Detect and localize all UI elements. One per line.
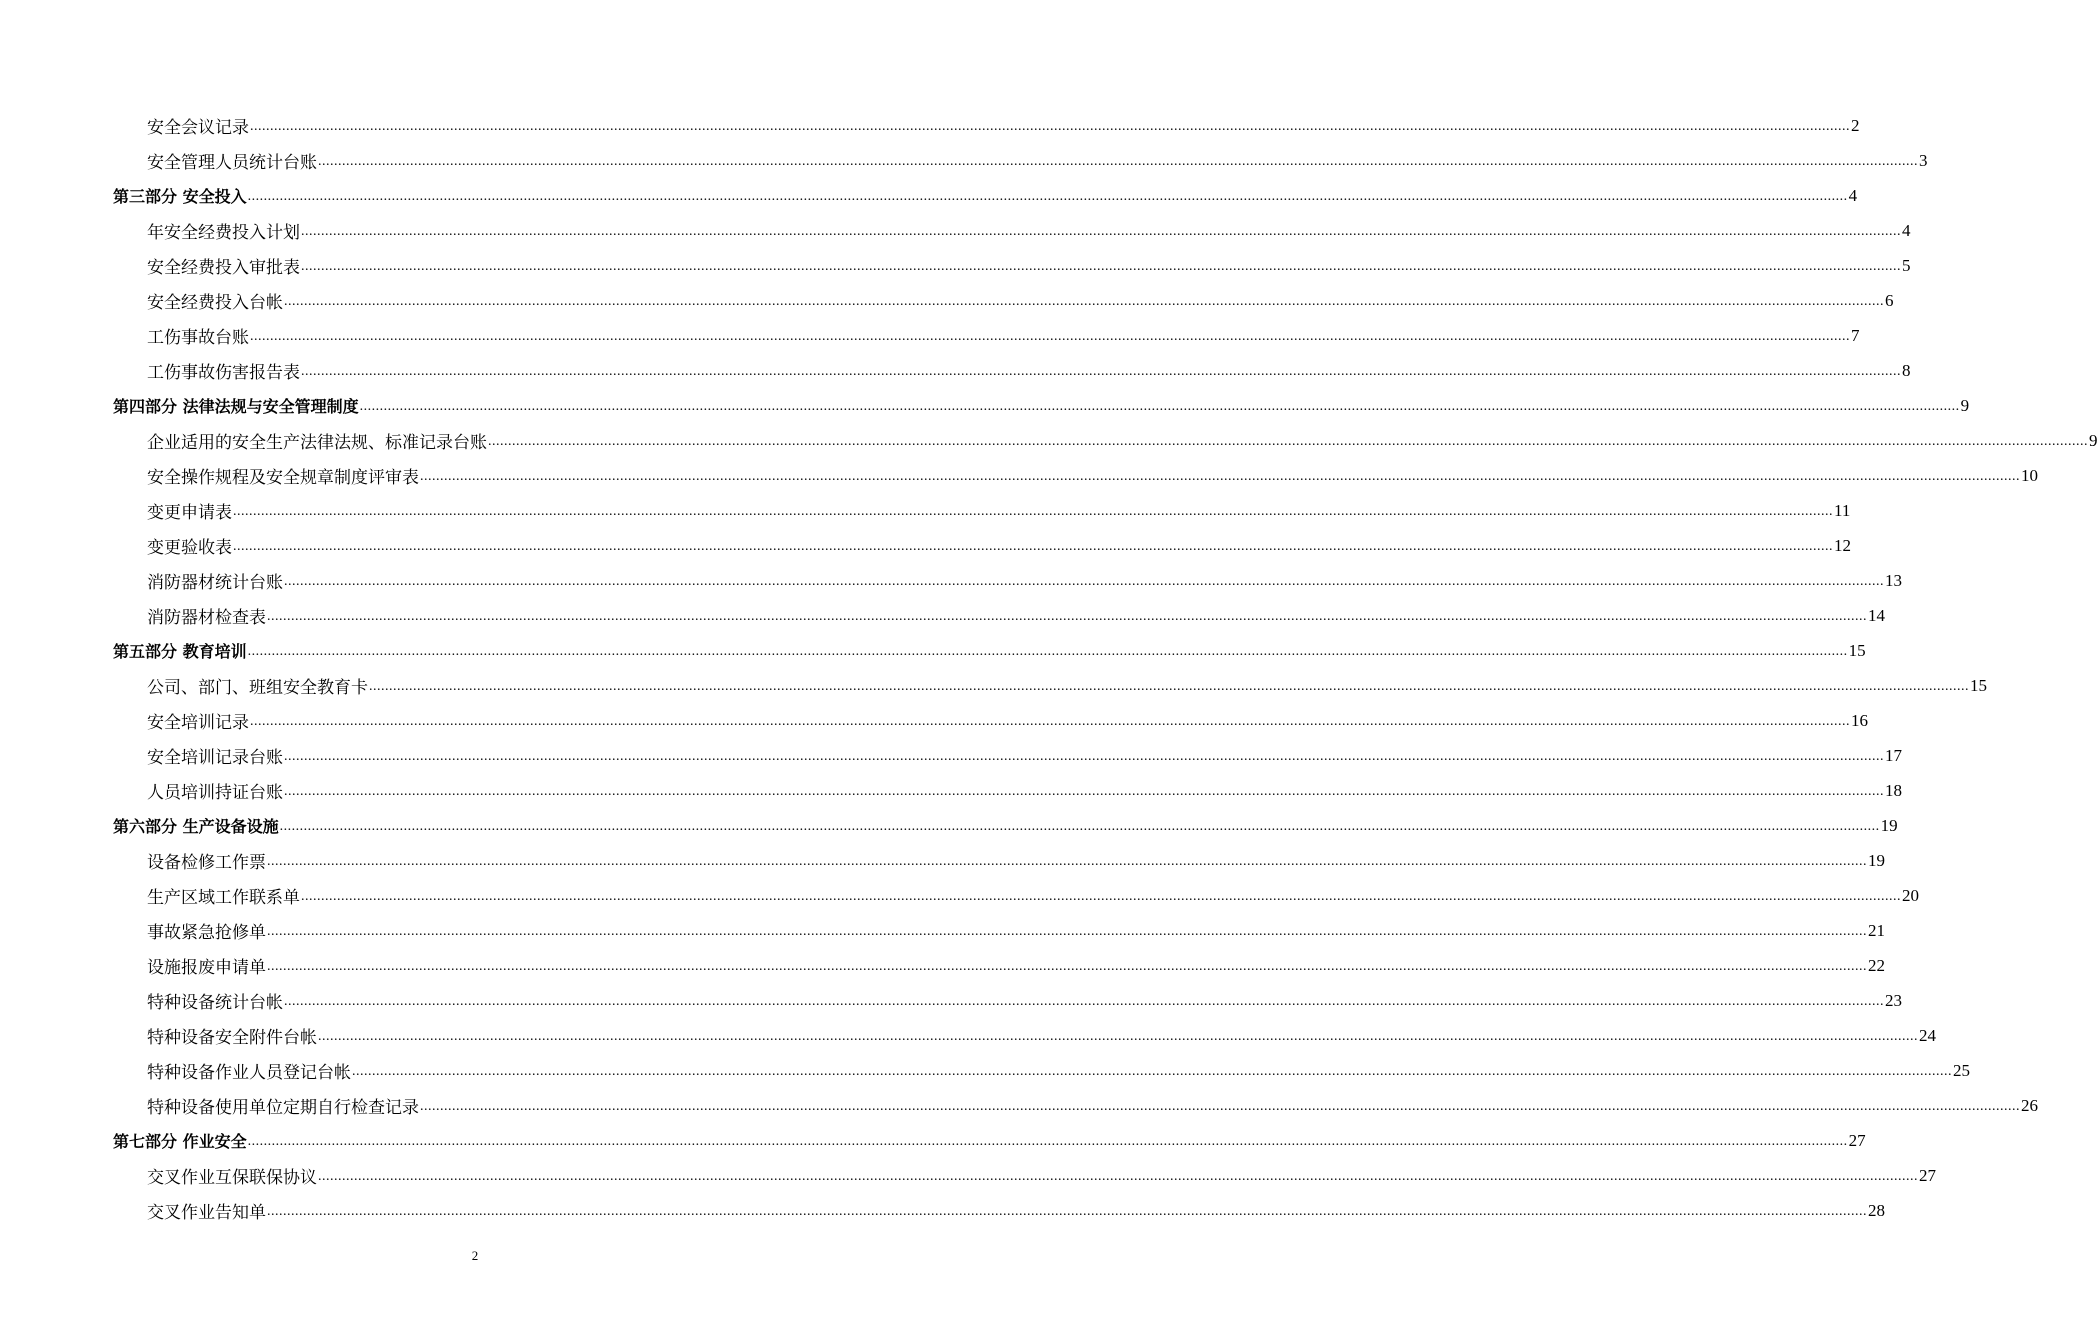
toc-leader-dots: ................................................................................................................................................................................................................................................................................................................................................................................................................ xyxy=(250,119,1850,134)
toc-entry[interactable] xyxy=(0,703,1868,738)
toc-entry[interactable] xyxy=(0,1088,2038,1123)
toc-leader-dots: ................................................................................................................................................................................................................................................................................................................................................................................................................ xyxy=(247,644,1848,659)
toc-entry[interactable] xyxy=(0,493,1851,528)
toc-entry-label: 第五部分 教育培训 xyxy=(113,642,247,661)
toc-leader-dots: ................................................................................................................................................................................................................................................................................................................................................................................................................ xyxy=(284,574,1884,589)
toc-leader-dots: ................................................................................................................................................................................................................................................................................................................................................................................................................ xyxy=(301,224,1901,239)
toc-section-entry[interactable] xyxy=(0,808,1898,843)
toc-section-entry[interactable] xyxy=(0,633,1866,668)
toc-entry-label: 安全操作规程及安全规章制度评审表 xyxy=(147,468,419,488)
toc-entry-page: 17 xyxy=(1885,745,1902,765)
toc-leader-dots: ................................................................................................................................................................................................................................................................................................................................................................................................................ xyxy=(352,1064,1952,1079)
toc-entry-page: 10 xyxy=(2021,465,2038,485)
toc-leader-dots: ................................................................................................................................................................................................................................................................................................................................................................................................................ xyxy=(233,504,1833,519)
toc-entry[interactable] xyxy=(0,1193,1885,1228)
toc-entry-label: 第三部分 安全投入 xyxy=(113,187,247,206)
toc-leader-dots: ................................................................................................................................................................................................................................................................................................................................................................................................................ xyxy=(284,294,1884,309)
toc-entry-label: 工伤事故伤害报告表 xyxy=(147,363,300,383)
toc-entry-label: 特种设备统计台帐 xyxy=(147,993,283,1013)
toc-entry-page: 25 xyxy=(1953,1060,1970,1080)
toc-entry-label: 安全经费投入审批表 xyxy=(147,258,300,278)
toc-leader-dots: ................................................................................................................................................................................................................................................................................................................................................................................................................ xyxy=(267,924,1867,939)
toc-entry-page: 7 xyxy=(1851,325,1860,345)
table-of-contents xyxy=(0,108,2098,1228)
toc-entry-label: 工伤事故台账 xyxy=(147,328,249,348)
toc-entry-page: 20 xyxy=(1902,885,1919,905)
toc-leader-dots: ................................................................................................................................................................................................................................................................................................................................................................................................................ xyxy=(301,364,1901,379)
toc-leader-dots: ................................................................................................................................................................................................................................................................................................................................................................................................................ xyxy=(301,259,1901,274)
toc-entry[interactable] xyxy=(0,458,2038,493)
toc-entry-page: 27 xyxy=(1919,1165,1936,1185)
toc-leader-dots: ................................................................................................................................................................................................................................................................................................................................................................................................................ xyxy=(318,154,1918,169)
toc-entry[interactable] xyxy=(0,213,1911,248)
toc-entry[interactable] xyxy=(0,948,1885,983)
toc-entry-label: 第四部分 法律法规与安全管理制度 xyxy=(113,397,359,416)
toc-leader-dots: ................................................................................................................................................................................................................................................................................................................................................................................................................ xyxy=(279,819,1880,834)
toc-leader-dots: ................................................................................................................................................................................................................................................................................................................................................................................................................ xyxy=(301,889,1901,904)
toc-entry-label: 消防器材检查表 xyxy=(147,608,266,628)
toc-entry-page: 18 xyxy=(1885,780,1902,800)
toc-entry-page: 4 xyxy=(1848,185,1858,205)
toc-entry[interactable] xyxy=(0,353,1911,388)
toc-entry-label: 交叉作业告知单 xyxy=(147,1203,266,1223)
toc-entry-label: 公司、部门、班组安全教育卡 xyxy=(147,678,368,698)
toc-entry[interactable] xyxy=(0,1018,1936,1053)
toc-leader-dots: ................................................................................................................................................................................................................................................................................................................................................................................................................ xyxy=(420,469,2020,484)
toc-leader-dots: ................................................................................................................................................................................................................................................................................................................................................................................................................ xyxy=(420,1099,2020,1114)
toc-entry-label: 变更验收表 xyxy=(147,538,232,558)
toc-leader-dots: ................................................................................................................................................................................................................................................................................................................................................................................................................ xyxy=(247,189,1848,204)
toc-entry-label: 企业适用的安全生产法律法规、标准记录台账 xyxy=(147,433,487,453)
toc-entry-page: 21 xyxy=(1868,920,1885,940)
toc-entry-page: 23 xyxy=(1885,990,1902,1010)
toc-entry-label: 消防器材统计台账 xyxy=(147,573,283,593)
toc-leader-dots: ................................................................................................................................................................................................................................................................................................................................................................................................................ xyxy=(250,714,1850,729)
toc-leader-dots: ................................................................................................................................................................................................................................................................................................................................................................................................................ xyxy=(267,609,1867,624)
toc-entry-page: 24 xyxy=(1919,1025,1936,1045)
toc-entry-label: 设备检修工作票 xyxy=(147,853,266,873)
toc-entry-label: 变更申请表 xyxy=(147,503,232,523)
toc-section-entry[interactable] xyxy=(0,178,1858,213)
toc-entry[interactable] xyxy=(0,423,2098,458)
toc-entry-page: 12 xyxy=(1834,535,1851,555)
toc-entry-label: 安全培训记录 xyxy=(147,713,249,733)
toc-entry[interactable] xyxy=(0,843,1885,878)
toc-entry[interactable] xyxy=(0,668,1987,703)
toc-entry-label: 交叉作业互保联保协议 xyxy=(147,1168,317,1188)
toc-entry-label: 安全培训记录台账 xyxy=(147,748,283,768)
toc-entry-page: 28 xyxy=(1868,1200,1885,1220)
toc-leader-dots: ................................................................................................................................................................................................................................................................................................................................................................................................................ xyxy=(318,1029,1918,1044)
toc-entry[interactable] xyxy=(0,983,1902,1018)
toc-entry[interactable] xyxy=(0,738,1902,773)
toc-leader-dots: ................................................................................................................................................................................................................................................................................................................................................................................................................ xyxy=(369,679,1969,694)
toc-entry-page: 13 xyxy=(1885,570,1902,590)
toc-entry-page: 9 xyxy=(2089,430,2098,450)
toc-entry-page: 3 xyxy=(1919,150,1928,170)
toc-entry-page: 4 xyxy=(1902,220,1911,240)
toc-leader-dots: ................................................................................................................................................................................................................................................................................................................................................................................................................ xyxy=(284,784,1884,799)
toc-entry-page: 5 xyxy=(1902,255,1911,275)
toc-entry-page: 27 xyxy=(1848,1130,1866,1150)
toc-entry[interactable] xyxy=(0,318,1860,353)
toc-leader-dots: ................................................................................................................................................................................................................................................................................................................................................................................................................ xyxy=(359,399,1960,414)
toc-entry-label: 安全经费投入台帐 xyxy=(147,293,283,313)
toc-section-entry[interactable] xyxy=(0,388,1970,423)
toc-entry-label: 第七部分 作业安全 xyxy=(113,1132,247,1151)
toc-leader-dots: ................................................................................................................................................................................................................................................................................................................................................................................................................ xyxy=(284,994,1884,1009)
toc-entry-page: 15 xyxy=(1970,675,1987,695)
toc-entry-page: 26 xyxy=(2021,1095,2038,1115)
toc-leader-dots: ................................................................................................................................................................................................................................................................................................................................................................................................................ xyxy=(233,539,1833,554)
toc-entry-label: 事故紧急抢修单 xyxy=(147,923,266,943)
toc-entry-page: 11 xyxy=(1834,500,1851,520)
toc-entry[interactable] xyxy=(0,528,1851,563)
toc-leader-dots: ................................................................................................................................................................................................................................................................................................................................................................................................................ xyxy=(247,1134,1848,1149)
toc-entry-page: 19 xyxy=(1880,815,1898,835)
toc-leader-dots: ................................................................................................................................................................................................................................................................................................................................................................................................................ xyxy=(267,854,1867,869)
toc-entry-label: 特种设备使用单位定期自行检查记录 xyxy=(147,1098,419,1118)
toc-entry-page: 9 xyxy=(1960,395,1970,415)
toc-leader-dots: ................................................................................................................................................................................................................................................................................................................................................................................................................ xyxy=(318,1169,1918,1184)
toc-entry-label: 安全管理人员统计台账 xyxy=(147,153,317,173)
toc-entry-label: 安全会议记录 xyxy=(147,118,249,138)
toc-leader-dots: ................................................................................................................................................................................................................................................................................................................................................................................................................ xyxy=(267,959,1867,974)
toc-entry-page: 16 xyxy=(1851,710,1868,730)
toc-entry-label: 特种设备作业人员登记台帐 xyxy=(147,1063,351,1083)
toc-leader-dots: ................................................................................................................................................................................................................................................................................................................................................................................................................ xyxy=(250,329,1850,344)
toc-entry[interactable] xyxy=(0,1053,1970,1088)
toc-entry-label: 设施报废申请单 xyxy=(147,958,266,978)
toc-leader-dots: ................................................................................................................................................................................................................................................................................................................................................................................................................ xyxy=(488,434,2088,449)
toc-entry-label: 人员培训持证台账 xyxy=(147,783,283,803)
toc-leader-dots: ................................................................................................................................................................................................................................................................................................................................................................................................................ xyxy=(284,749,1884,764)
toc-entry[interactable] xyxy=(0,1158,1936,1193)
toc-entry-page: 2 xyxy=(1851,115,1860,135)
toc-entry[interactable] xyxy=(0,563,1902,598)
toc-entry-label: 生产区域工作联系单 xyxy=(147,888,300,908)
toc-entry[interactable] xyxy=(0,283,1894,318)
toc-entry[interactable] xyxy=(0,773,1902,808)
toc-entry-page: 15 xyxy=(1848,640,1866,660)
toc-entry-page: 14 xyxy=(1868,605,1885,625)
toc-entry-label: 年安全经费投入计划 xyxy=(147,223,300,243)
toc-entry-label: 第六部分 生产设备设施 xyxy=(113,817,279,836)
toc-entry-label: 特种设备安全附件台帐 xyxy=(147,1028,317,1048)
toc-entry-page: 6 xyxy=(1885,290,1894,310)
toc-entry[interactable] xyxy=(0,878,1919,913)
toc-entry[interactable] xyxy=(0,913,1885,948)
toc-entry-page: 19 xyxy=(1868,850,1885,870)
toc-entry[interactable] xyxy=(0,108,1860,143)
toc-entry[interactable] xyxy=(0,143,1928,178)
toc-leader-dots: ................................................................................................................................................................................................................................................................................................................................................................................................................ xyxy=(267,1204,1867,1219)
toc-entry[interactable] xyxy=(0,248,1911,283)
toc-entry[interactable] xyxy=(0,598,1885,633)
toc-entry-page: 8 xyxy=(1902,360,1911,380)
toc-section-entry[interactable] xyxy=(0,1123,1866,1158)
page-number: 2 xyxy=(471,1248,479,1263)
toc-entry-page: 22 xyxy=(1868,955,1885,975)
